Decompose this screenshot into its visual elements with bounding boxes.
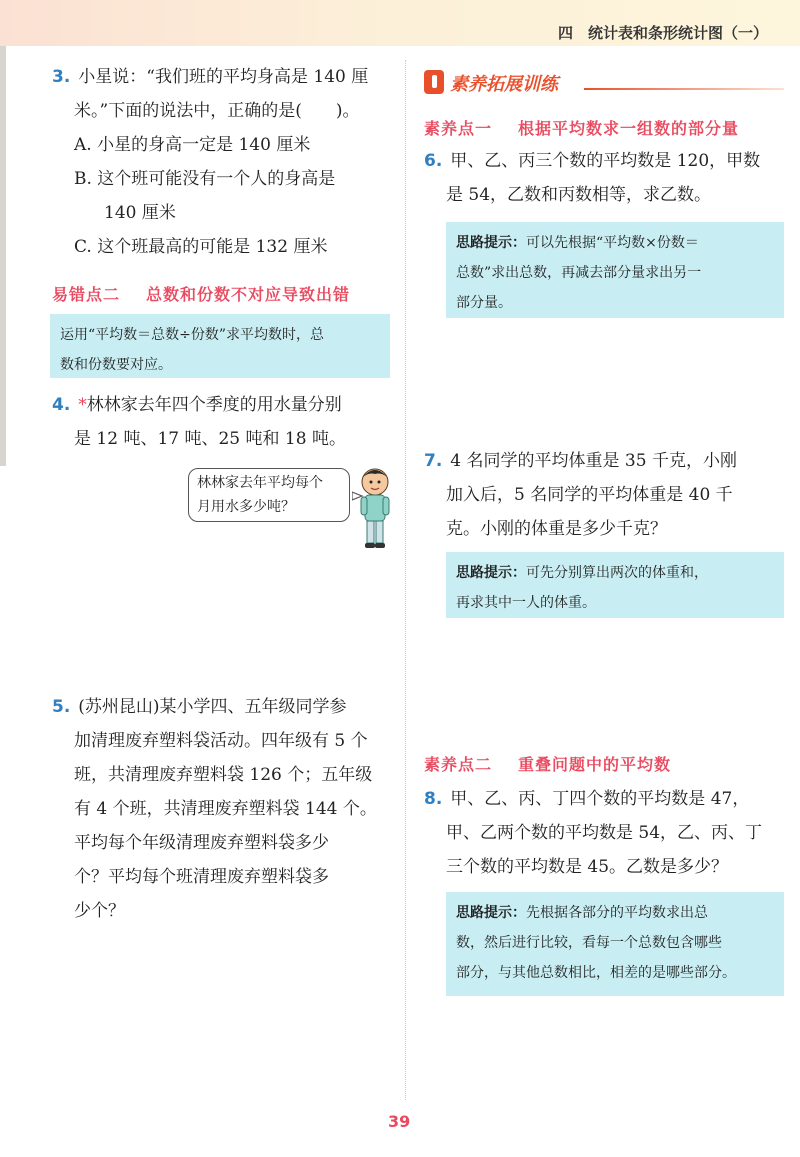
question-5 [52,690,397,928]
boy-illustration [352,466,396,550]
hint-label: 思路提示： [456,905,526,921]
heading-text: 根据平均数求一组数的部分量 [518,119,740,138]
column-divider [405,60,406,1100]
question-text: 是 54，乙数和丙数相等，求乙数。 [446,185,712,205]
chapter-title: 四 统计表和条形统计图（一） [557,24,768,42]
tip-line: 数和份数要对应。 [60,357,172,373]
question-text: 甲、乙两个数的平均数是 54，乙、丙、丁 [446,823,763,843]
question-text: 4 名同学的平均体重是 35 千克，小刚 [450,451,737,471]
point-heading [424,752,671,775]
section-title [424,66,784,98]
section-icon [424,70,444,94]
hint-label: 思路提示： [456,235,526,251]
hint-box [446,892,784,996]
question-3 [52,60,397,264]
heading-label: 素养点一 [424,119,493,138]
question-4 [52,388,397,456]
question-number: 7. [424,451,443,471]
bubble-line: 月用水多少吨？ [197,499,295,515]
question-text: 甲、乙、丙、丁四个数的平均数是 47， [450,789,750,809]
hint-box [446,552,784,618]
option-c: C. 这个班最高的可能是 132 厘米 [74,237,328,257]
tip-line: 部分，与其他总数相比，相差的是哪些部分。 [456,965,736,981]
section-title-text: 素养拓展训练 [450,74,558,95]
heading-label: 素养点二 [424,755,493,774]
question-number: 3. [52,67,71,87]
point-heading [424,116,739,139]
tip-line: 总数”求出总数，再减去部分量求出另一 [456,265,702,281]
heading-text: 重叠问题中的平均数 [518,755,672,774]
question-number: 8. [424,789,443,809]
hint-box [446,222,784,318]
section-underline [584,88,784,90]
question-text: 小星说：“我们班的平均身高是 140 厘 [78,67,369,87]
binding-strip [0,46,6,466]
tip-line: 部分量。 [456,295,512,311]
page-number: 39 [388,1112,411,1131]
difficulty-star: * [78,395,87,415]
question-6 [424,144,784,212]
question-text: 班，共清理废弃塑料袋 126 个；五年级 [74,765,373,785]
question-text: 是 12 吨、17 吨、25 吨和 18 吨。 [74,429,346,449]
tip-line: 运用“平均数＝总数÷份数”求平均数时，总 [60,327,325,343]
tip-line: 可以先根据“平均数×份数＝ [526,235,699,251]
tip-line: 再求其中一人的体重。 [456,595,596,611]
question-text: 克。小刚的体重是多少千克？ [446,519,667,539]
question-text: 米。”下面的说法中，正确的是( )。 [74,101,360,121]
question-7 [424,444,784,546]
question-text: 加入后，5 名同学的平均体重是 40 千 [446,485,733,505]
option-b-cont: 140 厘米 [104,203,176,223]
question-number: 6. [424,151,443,171]
option-a: A. 小星的身高一定是 140 厘米 [74,135,311,155]
error-heading [52,282,350,305]
hint-label: 思路提示： [456,565,526,581]
question-text: 平均每个年级清理废弃塑料袋多少 [74,833,329,853]
question-text: 有 4 个班，共清理废弃塑料袋 144 个。 [74,799,377,819]
heading-label: 易错点二 [52,285,121,304]
question-8 [424,782,784,884]
tip-line: 先根据各部分的平均数求出总 [526,905,708,921]
question-text: 个？平均每个班清理废弃塑料袋多 [74,867,329,887]
question-text: 三个数的平均数是 45。乙数是多少？ [446,857,729,877]
question-text: 少个？ [74,901,125,921]
heading-text: 总数和份数不对应导致出错 [146,285,351,304]
question-number: 4. [52,395,71,415]
bubble-line: 林林家去年平均每个 [197,475,323,491]
tip-line: 可先分别算出两次的体重和， [526,565,708,581]
question-text: (苏州昆山)某小学四、五年级同学参 [78,697,347,717]
question-number: 5. [52,697,71,717]
question-text: 林林家去年四个季度的用水量分别 [86,395,342,415]
speech-bubble [188,468,350,522]
question-text: 加清理废弃塑料袋活动。四年级有 5 个 [74,731,368,751]
tip-line: 数，然后进行比较，看每一个总数包含哪些 [456,935,722,951]
option-b: B. 这个班可能没有一个人的身高是 [74,169,336,189]
error-tip [50,314,390,378]
question-text: 甲、乙、丙三个数的平均数是 120，甲数 [450,151,761,171]
